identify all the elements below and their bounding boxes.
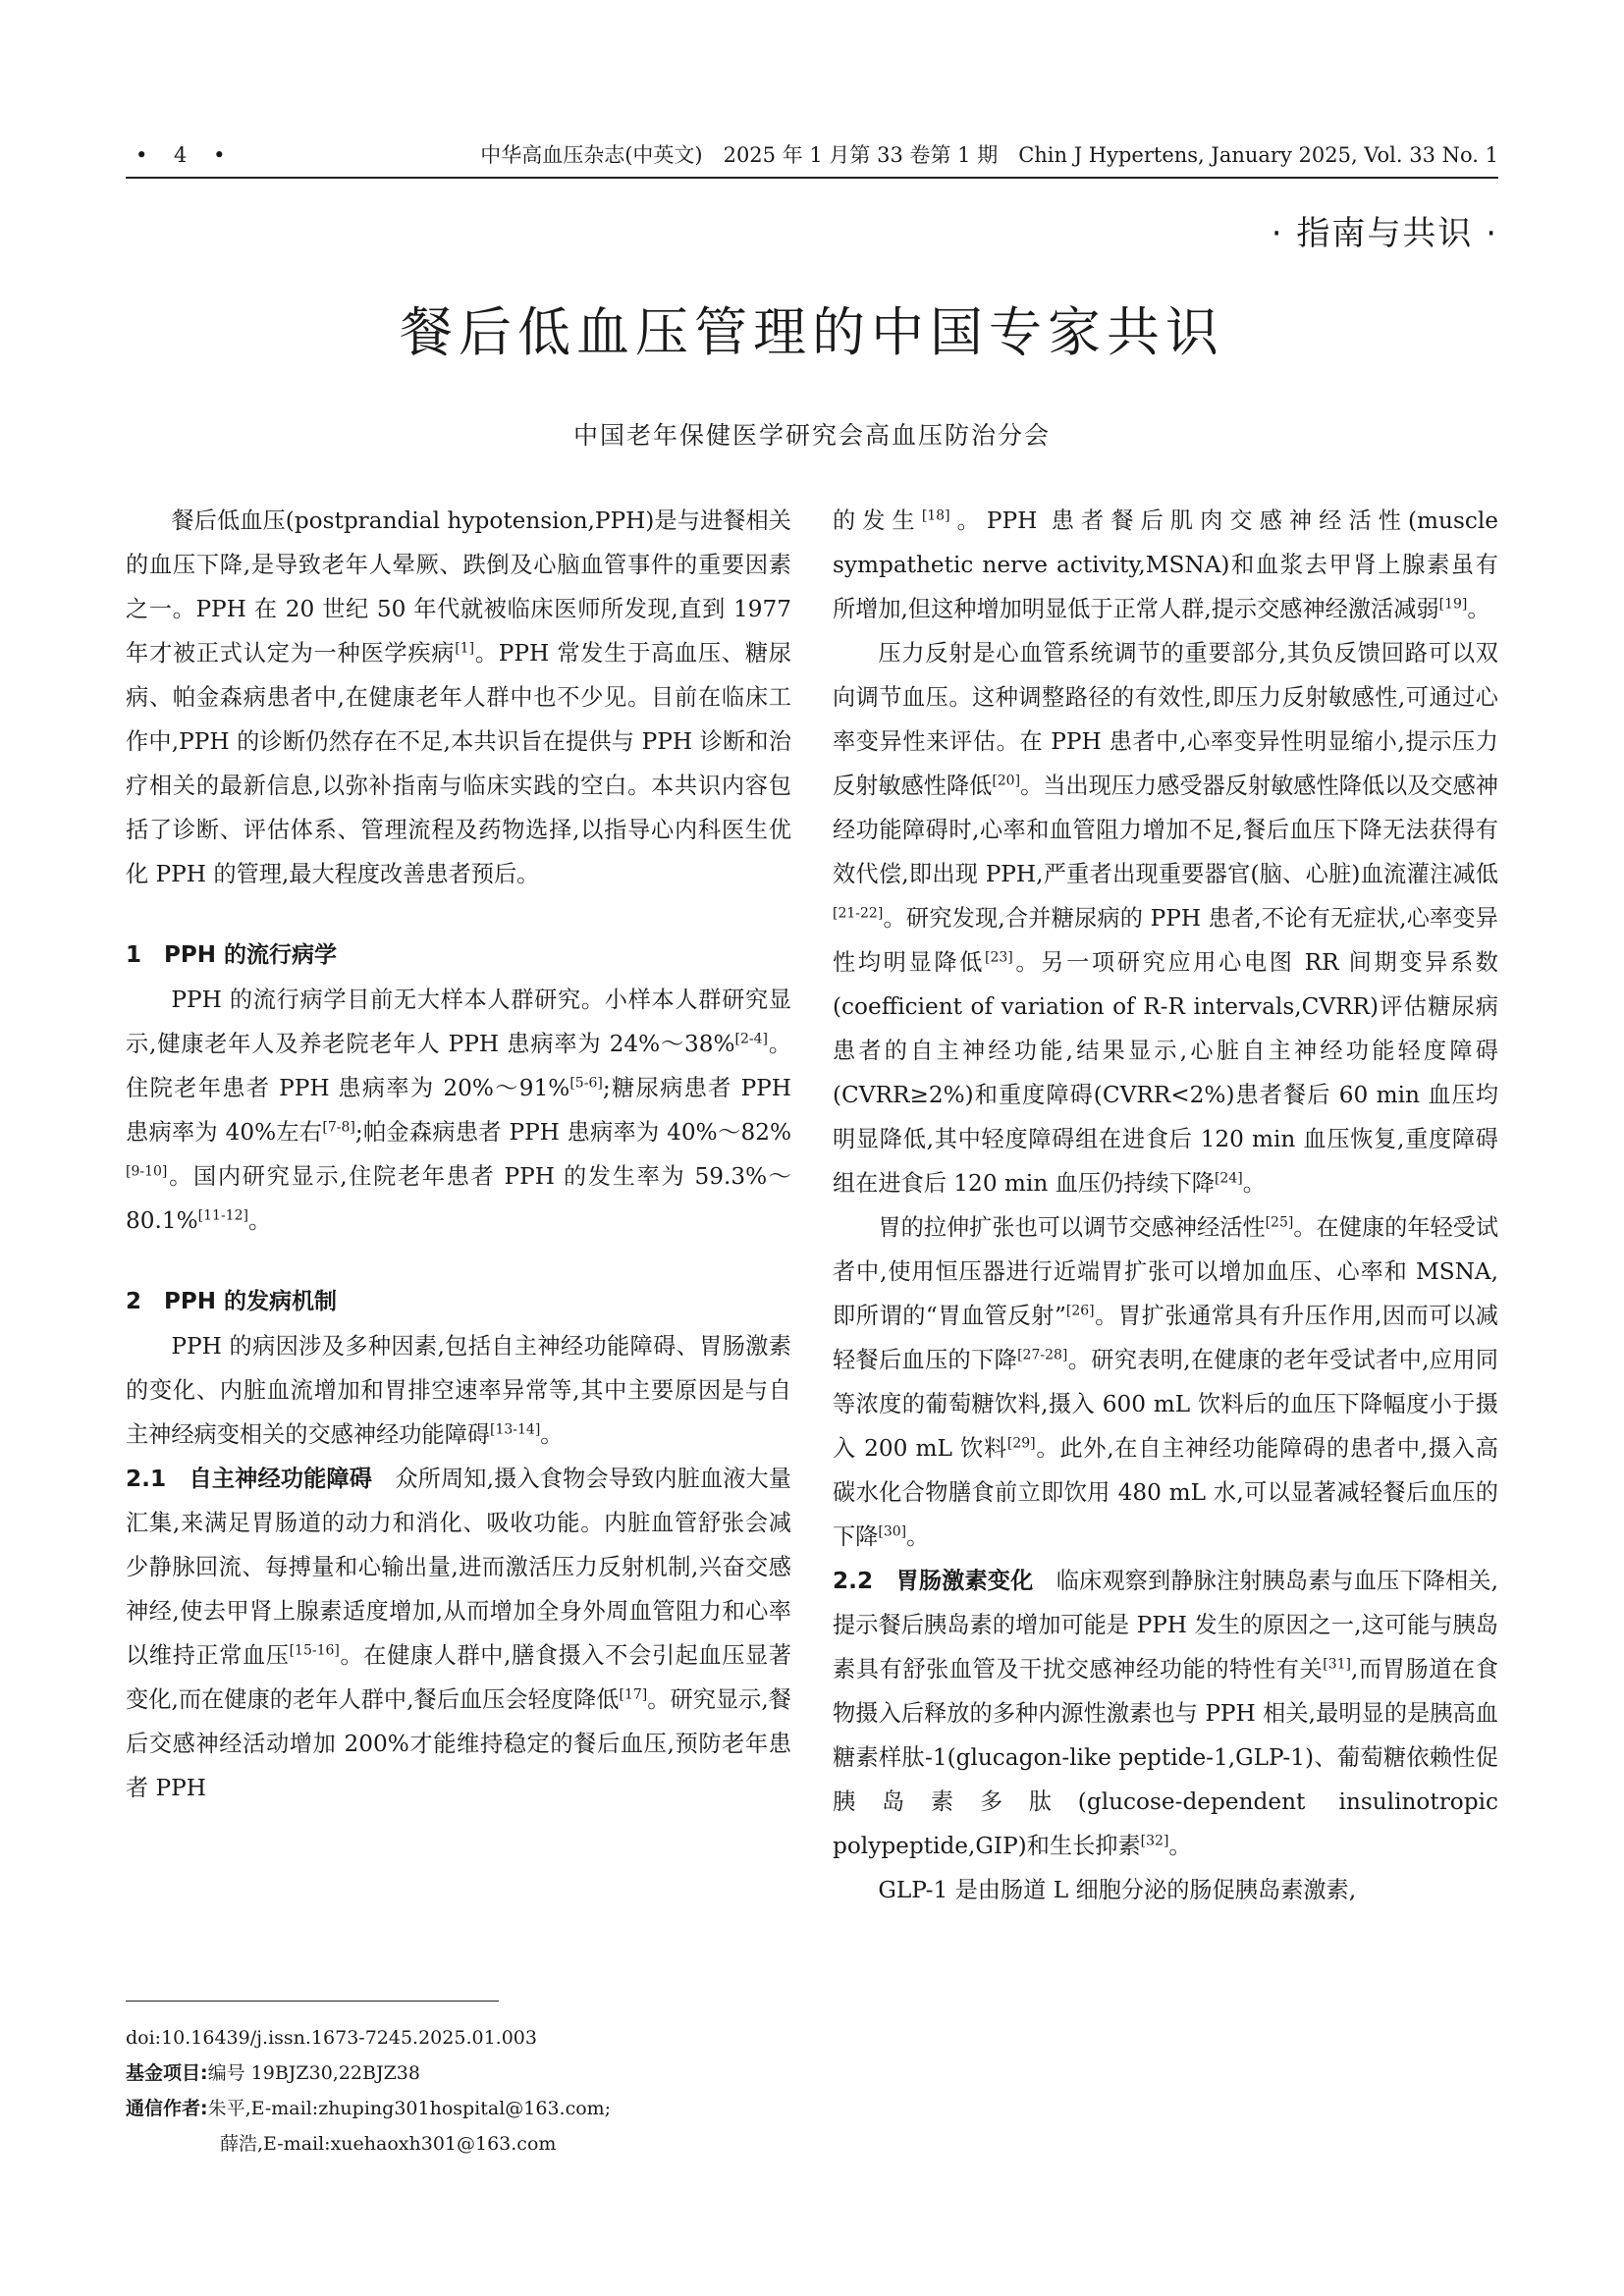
subsection-heading-2-1: 2.1 自主神经功能障碍 — [126, 1466, 373, 1492]
hormone-paragraph: 2.2 胃肠激素变化 临床观察到静脉注射胰岛素与血压下降相关,提示餐后胰岛素的增加可能是 PPH 发生的原因之一,这可能与胰岛素具有舒张血管及干扰交感神经功能的特性有关[31],而胃肠道在食物摄入后释放的多种内源性激素也与 PPH 相关,最明显的是胰高血糖素样肽-1(glucagon-like peptide-1,GLP-1)、葡萄糖依赖性促胰岛素多肽(glucose-dependent insulinotropic polypeptide,GIP)和生长抑素[32]。 — [833, 1568, 1498, 1859]
citation: [2-4] — [734, 1031, 768, 1047]
baroreflex-paragraph: 压力反射是心血管系统调节的重要部分,其负反馈回路可以双向调节血压。这种调整路径的有效性,即压力反射敏感性,可通过心率变异性来评估。在 PPH 患者中,心率变异性明显缩小,提示压力反射敏感性降低[20]。当出现压力感受器反射敏感性降低以及交感神经功能障碍时,心率和血管阻力增加不足,餐后血压下降无法获得有效代偿,即出现 PPH,严重者出现重要器官(脑、心脏)血流灌注减低[21-22]。研究发现,合并糖尿病的 PPH 患者,不论有无症状,心率变异性均明显降低[23]。另一项研究应用心电图 RR 间期变异系数(coefficient of variation of R-R intervals,CVRR)评估糖尿病患者的自主神经功能,结果显示,心脏自主神经功能轻度障碍(CVRR≥2%)和重度障碍(CVRR<2%)患者餐后 60 min 血压均明显降低,其中轻度障碍组在进食后 120 min 血压恢复,重度障碍组在进食后 120 min 血压仍持续下降[24]。 — [833, 640, 1498, 1197]
citation: [26] — [1065, 1303, 1095, 1319]
citation: [17] — [619, 1686, 648, 1703]
citation: [21-22] — [833, 905, 884, 922]
page-number: • 4 • — [135, 143, 236, 167]
continued-paragraph: 的发生[18]。PPH 患者餐后肌肉交感神经活性(muscle sympathetic nerve activity,MSNA)和血浆去甲肾上腺素虽有所增加,但这种增加明显低于正常人群,提示交感神经激活减弱[19]。 — [833, 507, 1498, 622]
right-column — [833, 499, 1498, 1912]
gastric-paragraph: 胃的拉伸扩张也可以调节交感神经活性[25]。在健康的年轻受试者中,使用恒压器进行近端胃扩张可以增加血压、心率和 MSNA,即所谓的“胃血管反射”[26]。胃扩张通常具有升压作用,因而可以减轻餐后血压的下降[27-28]。研究表明,在健康的老年受试者中,应用同等浓度的葡萄糖饮料,摄入 600 mL 饮料后的血压下降幅度小于摄入 200 mL 饮料[29]。此外,在自主神经功能障碍的患者中,摄入高碳水化合物膳食前立即饮用 480 mL 水,可以显著减轻餐后血压的下降[30]。 — [833, 1214, 1499, 1550]
citation: [18] — [921, 507, 950, 524]
citation: [27-28] — [1017, 1347, 1068, 1363]
footnote-rule — [126, 2001, 499, 2002]
citation: [20] — [992, 773, 1021, 789]
citation: [7-8] — [322, 1119, 355, 1136]
journal-running-title: 中华高血压杂志(中英文) 2025 年 1 月第 33 卷第 1 期 Chin J Hypertens, January 2025, Vol. 33 No. 1 — [480, 143, 1498, 167]
corresponding-author: 通信作者:朱平,E-mail:zhuping301hospital@163.com; — [126, 2098, 612, 2119]
citation: [13-14] — [490, 1421, 541, 1438]
doi: doi:10.16439/j.issn.1673-7245.2025.01.003 — [126, 2027, 537, 2049]
citation: [5-6] — [569, 1075, 603, 1092]
section-heading-2: 2 PPH 的发病机制 — [126, 1289, 337, 1314]
citation: [24] — [1214, 1170, 1243, 1187]
glp1-paragraph: GLP-1 是由肠道 L 细胞分泌的肠促胰岛素激素, — [878, 1877, 1357, 1903]
header-rule — [126, 177, 1498, 179]
autonomic-paragraph: 2.1 自主神经功能障碍 众所周知,摄入食物会导致内脏血液大量汇集,来满足胃肠道的动力和消化、吸收功能。内脏血管舒张会减少静脉回流、每搏量和心输出量,进而激活压力反射机制,兴奋交感神经,使去甲肾上腺素适度增加,从而增加全身外周血管阻力和心率以维持正常血压[15-16]。在健康人群中,膳食摄入不会引起血压显著变化,而在健康的老年人群中,餐后血压会轻度降低[17]。研究显示,餐后交感神经活动增加 200%才能维持稳定的餐后血压,预防老年患者 PPH — [126, 1466, 791, 1801]
article-title: 餐后低血压管理的中国专家共识 — [400, 301, 1224, 363]
epidemiology-paragraph: PPH 的流行病学目前无大样本人群研究。小样本人群研究显示,健康老年人及养老院老年人 PPH 患病率为 24%～38%[2-4]。住院老年患者 PPH 患病率为 20%～91%[5-6];糖尿病患者 PPH 患病率为 40%左右[7-8];帕金森病患者 PPH 患病率为 40%～82%[9-10]。国内研究显示,住院老年患者 PPH 的发生率为 59.3%～80.1%[11-12]。 — [126, 987, 792, 1234]
intro-paragraph: 餐后低血压(postprandial hypotension,PPH)是与进餐相关的血压下降,是导致老年人晕厥、跌倒及心脑血管事件的重要因素之一。PPH 在 20 世纪 50 年代就被临床医师所发现,直到 1977 年才被正式认定为一种医学疾病[1]。PPH 常发生于高血压、糖尿病、帕金森病患者中,在健康老年人群中也不少见。目前在临床工作中,PPH 的诊断仍然存在不足,本共识旨在提供与 PPH 诊断和治疗相关的最新信息,以弥补指南与临床实践的空白。本共识内容包括了诊断、评估体系、管理流程及药物选择,以指导心内科医生优化 PPH 的管理,最大程度改善患者预后。 — [126, 507, 791, 887]
section-heading-1: 1 PPH 的流行病学 — [126, 942, 337, 968]
citation: [30] — [878, 1523, 907, 1540]
citation: [9-10] — [126, 1163, 168, 1180]
mechanism-paragraph: PPH 的病因涉及多种因素,包括自主神经功能障碍、胃肠激素的变化、内脏血流增加和胃排空速率异常等,其中主要原因是与自主神经病变相关的交感神经功能障碍[13-14]。 — [126, 1333, 791, 1448]
column-label: · 指南与共识 · — [1271, 214, 1498, 253]
citation: [29] — [1006, 1435, 1036, 1452]
footnotes — [126, 2020, 803, 2162]
citation: [31] — [1323, 1656, 1351, 1673]
running-header — [126, 135, 1498, 175]
citation: [11-12] — [197, 1207, 248, 1224]
citation: [19] — [1438, 596, 1468, 613]
funding-note: 基金项目:编号 19BJZ30,22BJZ38 — [126, 2062, 420, 2084]
citation: [25] — [1265, 1214, 1294, 1231]
subsection-heading-2-2: 2.2 胃肠激素变化 — [833, 1568, 1034, 1594]
citation: [15-16] — [289, 1642, 340, 1659]
citation: [1] — [455, 640, 475, 657]
article-author: 中国老年保健医学研究会高血压防治分会 — [572, 421, 1051, 450]
citation: [23] — [985, 949, 1013, 966]
left-column — [126, 499, 791, 1810]
citation: [32] — [1140, 1833, 1169, 1849]
corresponding-author-2: 薛浩,E-mail:xuehaoxh301@163.com — [220, 2133, 557, 2155]
